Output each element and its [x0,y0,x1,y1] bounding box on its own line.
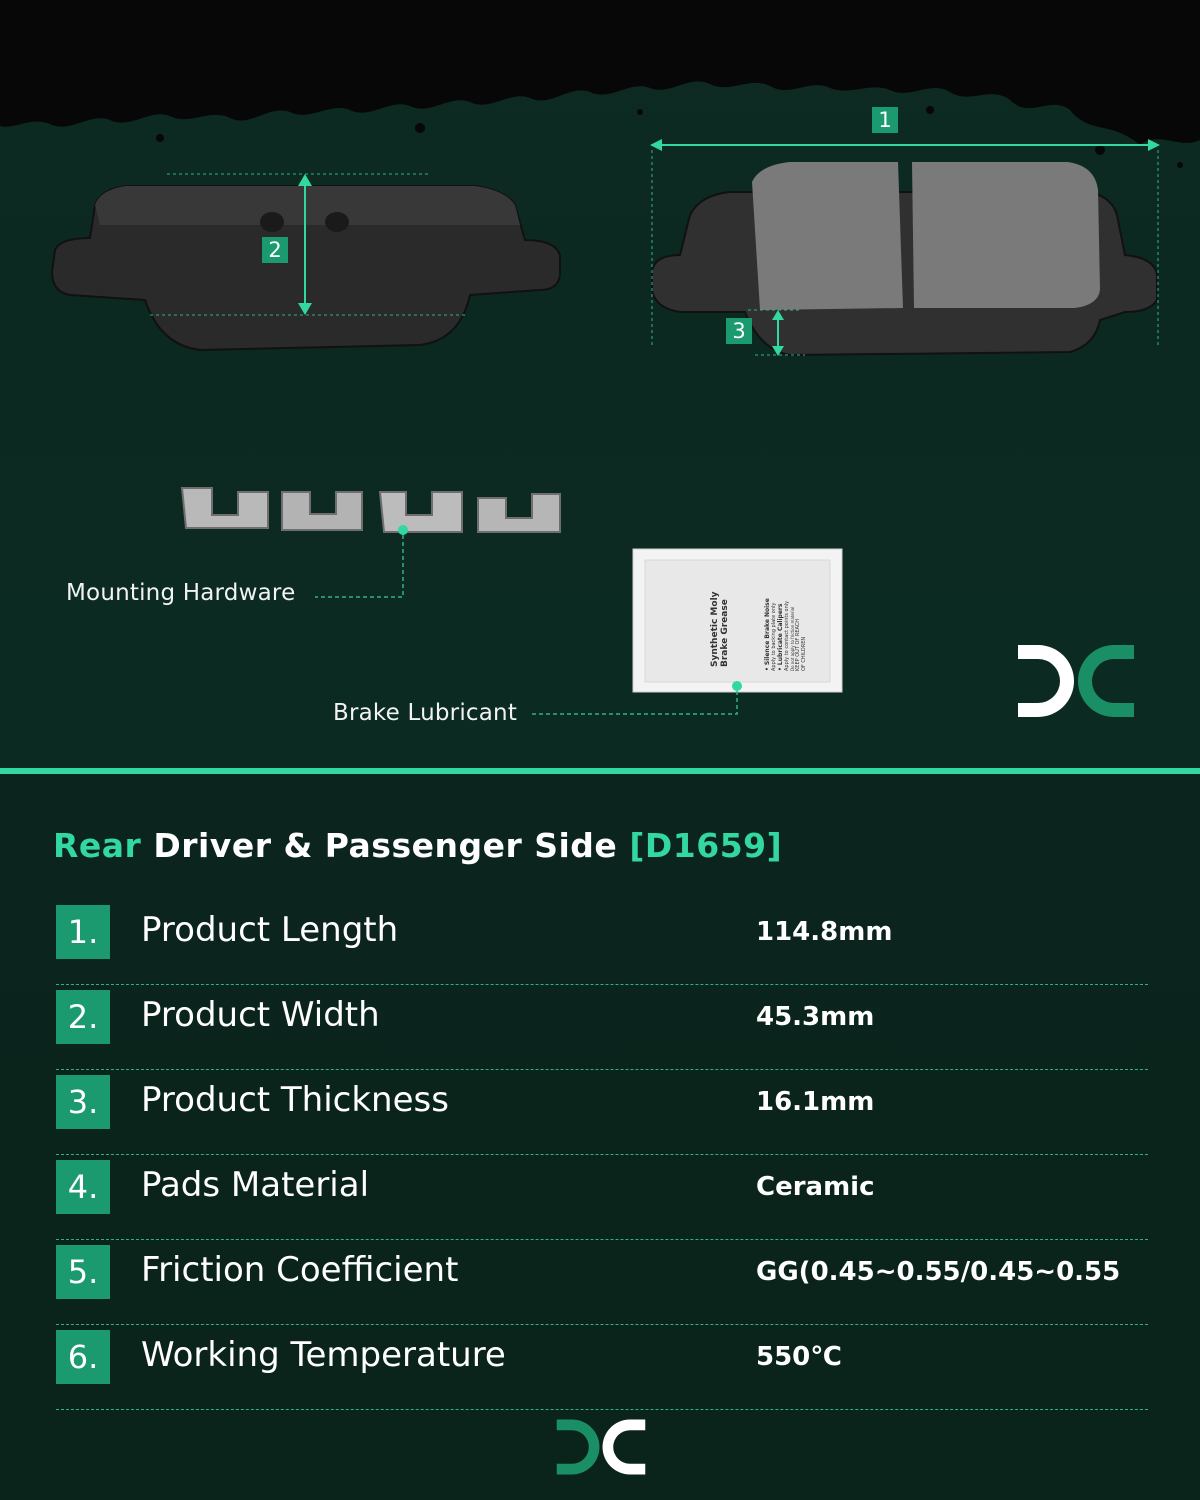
packet-line-7: Do not apply to friction material [790,606,795,671]
spec-label: Working Temperature [141,1335,506,1375]
brake-pad-back-view [52,174,560,350]
spec-value: 45.3mm [756,1002,875,1032]
spec-value: 550℃ [756,1342,842,1372]
spec-title [53,826,782,865]
dimension-badge-width: 2 [262,237,288,263]
spec-number-badge: 6. [56,1330,110,1384]
spec-row [56,1240,1148,1325]
packet-line-4: Apply to backing plate only [771,602,777,671]
brake-lubricant-label: Brake Lubricant [333,700,518,726]
dc-logo-icon [555,1418,647,1476]
spec-number-badge: 2. [56,990,110,1044]
mounting-hardware-label: Mounting Hardware [66,580,296,606]
spec-label: Product Thickness [141,1080,449,1120]
dimension-badge-thickness: 3 [726,318,752,344]
dimension-badge-length: 1 [872,107,898,133]
spec-label: Product Length [141,910,399,950]
spec-value: 114.8mm [756,917,893,947]
spec-label: Pads Material [141,1165,370,1205]
spec-number-badge: 5. [56,1245,110,1299]
spec-row [56,1070,1148,1155]
spec-label: Product Width [141,995,380,1035]
spec-number-badge: 3. [56,1075,110,1129]
spec-row [56,1325,1148,1410]
spec-number-badge: 4. [56,1160,110,1214]
packet-line-6: Apply to contact points only [784,600,790,671]
title-part-number: [D1659] [629,826,783,865]
spec-value: Ceramic [756,1172,875,1202]
packet-line-5: • Lubricate Calipers [777,603,784,671]
spec-row [56,900,1148,985]
packet-line-8: KEEP OUT OF REACH [795,618,801,671]
packet-line-2: Brake Grease [720,599,730,667]
title-main-text: Driver & Passenger Side [141,826,630,865]
spec-row [56,985,1148,1070]
packet-line-3: • Silence Brake Noise [764,598,771,671]
spec-number-badge: 1. [56,905,110,959]
spec-row [56,1155,1148,1240]
spec-label: Friction Coefficient [141,1250,459,1290]
spec-value: GG(0.45~0.55/0.45~0.55 [756,1257,1121,1287]
lubricant-packet-text [650,575,830,680]
title-accent-word: Rear [53,826,142,865]
packet-line-9: OF CHILDREN [801,636,807,671]
packet-line-1: Synthetic Moly [710,591,720,667]
dc-logo-icon [1016,643,1136,719]
spec-table [56,900,1148,1410]
spec-value: 16.1mm [756,1087,875,1117]
